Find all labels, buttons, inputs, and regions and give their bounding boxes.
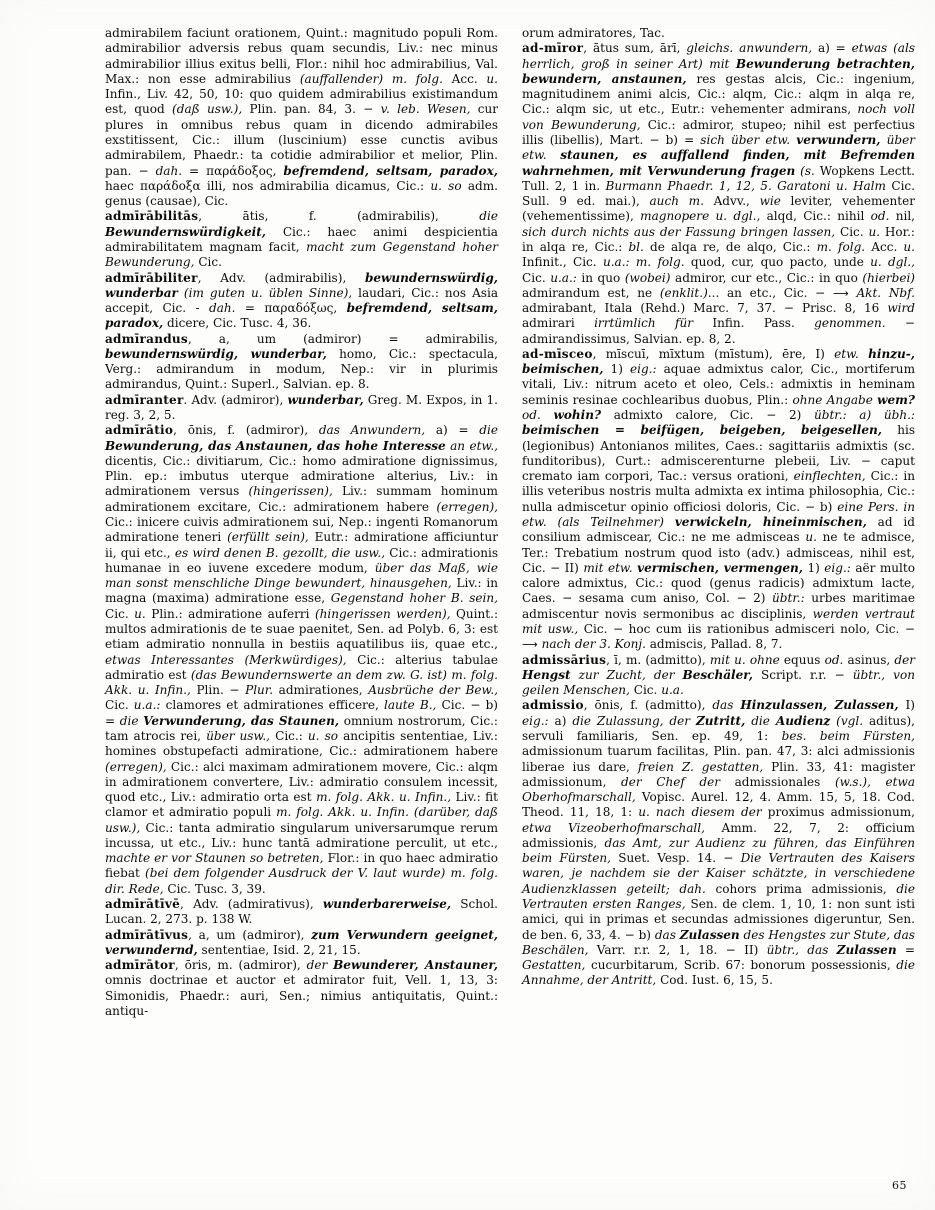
dictionary-entry: admīrandus, a, um (admiror) = admirabilis, bewundernswürdig, wunderbar, homo, Cic.: spectacula, Verg.: admirandum in modum, Nep.: vir in plurimis admirandus, Quint.: Superl., Salvian. ep. 8.	[105, 331, 498, 392]
dictionary-entry: admīrātio, ōnis, f. (admiror), das Anwundern, a) = die Bewunderung, das Anstaunen, das hohe Interesse an etw., dicentis, Cic.: divitiarum, Cic.: homo admiratione dignissimus, Plin. ep.: imbutus uterque admiratione alterius, Liv.: in admirationem versus (hingerissen), Liv.: summam hominum admirationem excitare, Cic.: admirationem habere (erregen), Cic.: inicere cuivis admirationem sui, Nep.: ingenti Romanorum admiratione teneri (erfüllt sein), Eutr.: admiratione afficiuntur ii, qui etc., es wird denen B. gezollt, die usw., Cic.: admirationis humanae in eo iuvene excedere modum, über das Maß, wie man sonst menschliche Dinge bewundert, hinausgehen, Liv.: in magna (maxima) admiratione esse, Gegenstand hoher B. sein, Cic. u. Plin.: admiratione auferri (hingerissen werden), Quint.: multos admirationis de te suae paenitet, Sen. ad Polyb. 6, 3: est etiam admiratio nonnulla in bestiis aquatilibus iis, quae etc., etwas Interessantes (Merkwürdiges), Cic.: alterius tabulae admiratio est (das Bewundernswerte an dem zw. G. ist) m. folg. Akk. u. Infin., Plin. − Plur. admirationes, Ausbrüche der Bew., Cic. u.a.: clamores et admirationes efficere, laute B., Cic. − b) = die Verwunderung, das Staunen, omnium nostrorum, Cic.: tam atrocis rei, über usw., Cic.: u. so ancipitis sententiae, Liv.: homines obstupefacti admiratione, Cic.: admirationem habere (erregen), Cic.: alci maximam admirationem movere, Cic.: alqm in admirationem convertere, Liv.: admiratio consulem incessit, quod etc., Liv.: admiratio orta est m. folg. Akk. u. Infin., Liv.: fit clamor et admiratio populi m. folg. Akk. u. Infin. (darüber, daß usw.), Cic.: tanta admiratio singularum universarumque rerum incussa, ut etc., Liv.: hunc tantā admiratione perculit, ut etc., machte er vor Staunen so betreten, Flor.: in quo haec admiratio fiebat (bei dem folgender Ausdruck der V. laut wurde) m. folg. dir. Rede, Cic. Tusc. 3, 39.	[105, 423, 499, 896]
dictionary-entry: ad-mīror, ātus sum, ārī, gleichs. anwundern, a) = etwas (als herrlich, groß in seiner Art) mit Bewunderung betrachten, bewundern, anstaunen, res gestas alcis, Cic.: ingenium, magnitudinem animi alcis, Cic.: alqm, Cic.: alqm in alqa re, Cic.: alqm sic, ut etc., Eutr.: vehementer admirans, noch voll von Bewunderung, Cic.: admiror, stupeo; nihil est perfectius illis (libellis), Mart. − b) = sich über etw. verwundern, über etw. staunen, es auffallend finden, mit Befremden wahrnehmen, mit Verwunderung fragen (s. Wopkens Lectt. Tull. 2, 1 in. Burmann Phaedr. 1, 12, 5. Garatoni u. Halm Cic. Sull. 9 ed. mai.), auch m. Advv., wie leviter, vehementer (vehementissime), magnopere u. dgl., alqd, Cic.: nihil od. nil, sich durch nichts aus der Fassung bringen lassen, Cic. u. Hor.: in alqa re, Cic.: bl. de alqa re, de alqo, Cic.: m. folg. Acc. u. Infinit., Cic. u.a.: m. folg. quod, cur, quo pacto, unde u. dgl., Cic. u.a.: in quo (wobei) admiror, cur etc., Cic.: in quo (hierbei) admirandum est, ne (enklit.)... an etc., Cic. − ⟶ Akt. Nbf. admirabant, Itala (Rehd.) Marc. 7, 37. − Prisc. 8, 16 wird admirari irrtümlich für Infin. Pass. genommen. − admirandissimus, Salvian. ep. 8, 2.	[522, 41, 916, 346]
dictionary-entry: ad-mīsceo, mīscuī, mīxtum (mīstum), ēre, I) etw. hinzu-, beimischen, 1) eig.: aquae admixtus calor, Cic., mortiferum vitali, Liv.: nitrum aceto et oleo, Cels.: admixtis in heminam seminis resinae cochlearibus duobus, Plin.: ohne Angabe wem? od. wohin? admixto calore, Cic. − 2) übtr.: a) übh.: beimischen = beifügen, beigeben, beigesellen, his (legionibus) Antonianos milites, Caes.: sagittariis admixtis (sc. funditoribus), Curt.: admiscerenturne plebeii, Liv. − caput cremato iam corpori, Tac.: versus orationi, einflechten, Cic.: in illis veteribus nostris multa admixta ex intima philosophia, Cic.: nulla admiscetur opinio officiosi doloris, Cic. − b) eine Pers. in etw. (als Teilnehmer) verwickeln, hineinmischen, ad id consilium admiscear, Cic.: ne me admisceas u. ne te admisce, Ter.: Trebatium nostrum quod isto (adv.) admisceas, nihil est, Cic. − II) mit etw. vermischen, vermengen, 1) eig.: aër multo calore admixtus, Cic.: quod (genus radicis) admixtum lacte, Caes. − sesama cum aniso, Col. − 2) übtr.: urbes maritimae admiscentur novis sermonibus ac disciplinis, werden vertraut mit usw., Cic. − hoc cum iis rationibus admisceri nolo, Cic. − ⟶ nach der 3. Konj. admiscis, Pallad. 8, 7.	[522, 346, 915, 652]
right-column	[522, 26, 915, 1166]
page-number: 65	[892, 1179, 907, 1192]
left-column	[105, 26, 498, 1166]
dictionary-entry: admīranter. Adv. (admiror), wunderbar, Greg. M. Expos, in 1. reg. 3, 2, 5.	[105, 392, 498, 423]
entry-continuation: orum admiratores, Tac.	[522, 26, 665, 40]
dictionary-entry: admissārius, ī, m. (admitto), mit u. ohne equus od. asinus, der Hengst zur Zucht, der Beschäler, Script. r.r. − übtr., von geilen Menschen, Cic. u.a.	[522, 652, 916, 698]
dictionary-entry: admissio, ōnis, f. (admitto), das Hinzulassen, Zulassen, I) eig.: a) die Zulassung, der Zutritt, die Audienz (vgl. aditus), servuli familiaris, Sen. ep. 49, 1: bes. beim Fürsten, admissionum tuarum facilitas, Plin. pan. 47, 3: alci admissionis liberae ius dare, freien Z. gestatten, Plin. 33, 41: magister admissionum, der Chef der admissionales (w.s.), etwa Oberhofmarschall, Vopisc. Aurel. 12, 4. Amm. 15, 5, 18. Cod. Theod. 11, 18, 1: u. nach diesem der proximus admissionum, etwa Vizeoberhofmarschall, Amm. 22, 7, 2: officium admissionis, das Amt, zur Audienz zu führen, das Einführen beim Fürsten, Suet. Vesp. 14. − Die Vertrauten des Kaisers waren, je nachdem sie der Kaiser schätzte, in verschiedene Audienzklassen geteilt; dah. cohors prima admissionis, die Vertrauten ersten Ranges, Sen. de clem. 1, 10, 1: non sunt isti amici, qui in primas et secundas admissiones digeruntur, Sen. de ben. 6, 33, 4. − b) das Zulassen des Hengstes zur Stute, das Beschälen, Varr. r.r. 2, 1, 18. − II) übtr., das Zulassen = Gestatten, cucurbitarum, Scrib. 67: bonorum possessionis, die Annahme, der Antritt, Cod. Iust. 6, 15, 5.	[522, 698, 916, 988]
dictionary-entry: admīrābiliter, Adv. (admirabilis), bewundernswürdig, wunderbar (im guten u. üblen Sinne), laudari, Cic.: nos Asia accepit, Cic. - dah. = παραδόξως, befremdend, seltsam, paradox, dicere, Cic. Tusc. 4, 36.	[105, 270, 498, 331]
entry-continuation: admirabilem faciunt orationem, Quint.: magnitudo populi Rom. admirabilior adversis rebus quam secundis, Liv.: nec minus admirabilior illius exitus belli, Flor.: nihil hoc admirabilius, Val. Max.: non esse admirabilius (auffallender) m. folg. Acc. u. Infin., Liv. 42, 50, 10: quo quidem admirabilius existimandum est, quod (daß usw.), Plin. pan. 84, 3. − v. leb. Wesen, cur plures in omnibus rebus quam in dicendo admirabiles exstitissent, Cic.: illum (luscinium) esse cunctis avibus admirabilem, Phaedr.: ta cotidie admirabilior et melior, Plin. pan. − dah. = παράδοξος, befremdend, seltsam, paradox, haec παράδοξα illi, nos admirabilia dicamus, Cic.: u. so adm. genus (causae), Cic.	[105, 26, 498, 209]
dictionary-entry: admīrātor, ōris, m. (admiror), der Bewunderer, Anstauner, omnis doctrinae et auctor et admirator fuit, Vell. 1, 13, 3: Simonidis, Phaedr.: auri, Sen.; nimius antiquitatis, Quint.: antiqu-	[105, 958, 498, 1018]
two-column-body	[105, 26, 915, 1166]
dictionary-entry: admīrābilitās, ātis, f. (admirabilis), die Bewundernswürdigkeit, Cic.: haec animi despicientia admirabilitatem magnam facit, macht zum Gegenstand hoher Bewunderung, Cic.	[105, 209, 498, 270]
dictionary-entry: admīrātīvus, a, um (admiror), zum Verwundern geeignet, verwundernd, sententiae, Isid. 2, 21, 15.	[105, 927, 498, 957]
dictionary-entry: admīrātīvē, Adv. (admirativus), wunderbarerweise, Schol. Lucan. 2, 273. p. 138 W.	[105, 897, 498, 927]
